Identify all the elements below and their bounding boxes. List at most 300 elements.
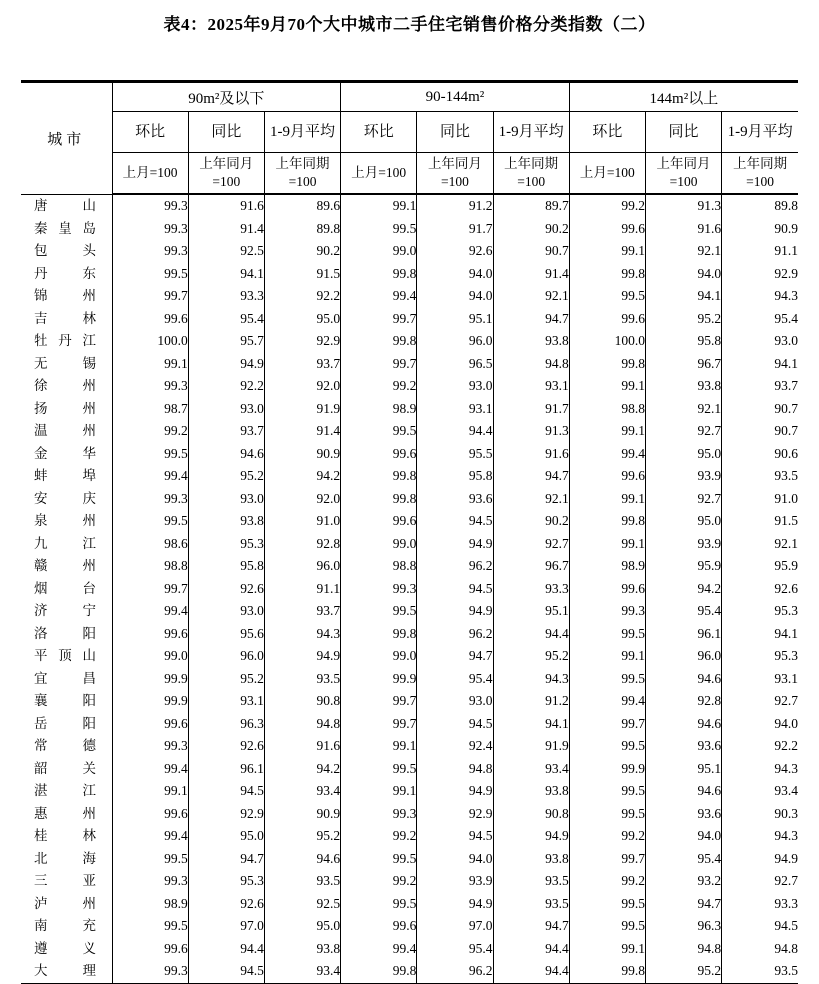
index-value: 94.1: [722, 623, 798, 646]
city-name-text: 秦皇岛: [34, 220, 96, 236]
table-row: [21, 330, 798, 353]
city-name-text: 洛阳: [34, 625, 96, 641]
index-value: 99.0: [341, 240, 417, 263]
index-value: 99.1: [569, 645, 645, 668]
city-name-text: 韶关: [34, 760, 96, 776]
table-row: [21, 960, 798, 984]
index-value: 99.8: [341, 960, 417, 984]
index-value: 94.7: [493, 465, 569, 488]
index-value: 92.1: [722, 533, 798, 556]
index-value: 94.1: [188, 263, 264, 286]
index-value: 99.9: [341, 668, 417, 691]
index-value: 95.4: [645, 848, 721, 871]
city-name-text: 牡丹江: [34, 333, 96, 348]
index-value: 99.2: [569, 870, 645, 893]
index-value: 95.8: [188, 555, 264, 578]
index-value: 94.5: [417, 713, 493, 736]
index-value: 95.3: [188, 533, 264, 556]
sub-header-avg: 1-9月平均: [264, 112, 340, 153]
sub-header-row: [21, 112, 798, 153]
index-value: 96.2: [417, 555, 493, 578]
index-value: 99.2: [569, 825, 645, 848]
index-value: 92.6: [188, 578, 264, 601]
index-value: 92.7: [493, 533, 569, 556]
index-value: 95.8: [417, 465, 493, 488]
index-value: 99.4: [569, 443, 645, 466]
city-name-text: 三亚: [34, 873, 96, 888]
index-value: 95.0: [645, 443, 721, 466]
index-value: 99.6: [112, 623, 188, 646]
city-name: [21, 758, 112, 781]
index-value: 99.1: [569, 375, 645, 398]
index-value: 96.5: [417, 353, 493, 376]
index-value: 94.5: [417, 825, 493, 848]
index-value: 93.8: [645, 375, 721, 398]
index-value: 94.7: [493, 308, 569, 331]
city-name-text: 无锡: [34, 355, 96, 371]
city-name-text: 北海: [34, 850, 96, 866]
index-value: 93.1: [188, 690, 264, 713]
index-value: 92.9: [188, 803, 264, 826]
index-value: 99.5: [112, 510, 188, 533]
index-value: 95.0: [264, 308, 340, 331]
index-value: 90.2: [493, 218, 569, 241]
index-value: 95.0: [645, 510, 721, 533]
city-name: [21, 398, 112, 421]
index-value: 93.5: [264, 870, 340, 893]
city-name: [21, 420, 112, 443]
index-value: 99.0: [341, 533, 417, 556]
index-value: 93.6: [645, 803, 721, 826]
index-value: 94.4: [493, 938, 569, 961]
index-value: 95.1: [417, 308, 493, 331]
index-value: 94.0: [417, 848, 493, 871]
city-name-text: 大理: [34, 963, 96, 978]
table-row: [21, 194, 798, 218]
city-name-text: 金华: [34, 445, 96, 461]
base-header-prev-month: 上月=100: [341, 153, 417, 195]
index-value: 93.8: [493, 780, 569, 803]
index-value: 94.5: [188, 780, 264, 803]
table-row: [21, 398, 798, 421]
index-value: 99.6: [569, 308, 645, 331]
index-value: 93.5: [722, 465, 798, 488]
index-value: 99.2: [341, 825, 417, 848]
index-value: 94.5: [417, 578, 493, 601]
index-value: 89.8: [722, 194, 798, 218]
index-value: 95.2: [493, 645, 569, 668]
page-title: 表4：2025年9月70个大中城市二手住宅销售价格分类指数（二）: [163, 15, 656, 34]
city-name: [21, 713, 112, 736]
index-value: 91.9: [264, 398, 340, 421]
index-value: 94.8: [645, 938, 721, 961]
city-name: [21, 848, 112, 871]
index-value: 96.0: [645, 645, 721, 668]
base-header-prev-month: 上月=100: [569, 153, 645, 195]
index-value: 94.6: [645, 780, 721, 803]
index-value: 96.2: [417, 623, 493, 646]
table-row: [21, 713, 798, 736]
index-value: 92.5: [188, 240, 264, 263]
index-value: 92.6: [417, 240, 493, 263]
index-value: 99.4: [341, 938, 417, 961]
city-name-text: 温州: [34, 423, 96, 438]
index-value: 99.7: [341, 713, 417, 736]
index-value: 92.5: [264, 893, 340, 916]
index-value: 99.6: [112, 803, 188, 826]
index-value: 91.1: [722, 240, 798, 263]
city-name: [21, 194, 112, 218]
index-value: 93.9: [417, 870, 493, 893]
index-value: 99.3: [112, 870, 188, 893]
index-value: 93.0: [417, 375, 493, 398]
city-name: [21, 465, 112, 488]
index-value: 98.8: [341, 555, 417, 578]
city-name: [21, 870, 112, 893]
index-value: 95.2: [645, 960, 721, 984]
index-value: 99.7: [569, 713, 645, 736]
index-value: 95.4: [417, 668, 493, 691]
city-name-text: 岳阳: [34, 715, 96, 731]
index-value: 91.0: [722, 488, 798, 511]
index-value: 93.5: [493, 870, 569, 893]
index-value: 99.9: [112, 690, 188, 713]
index-value: 99.3: [112, 194, 188, 218]
index-value: 93.8: [188, 510, 264, 533]
index-value: 99.5: [569, 780, 645, 803]
index-value: 92.9: [417, 803, 493, 826]
index-value: 92.7: [722, 870, 798, 893]
index-value: 92.6: [722, 578, 798, 601]
index-value: 94.9: [493, 825, 569, 848]
table-row: [21, 510, 798, 533]
index-value: 91.7: [417, 218, 493, 241]
sub-header-yoy: 同比: [645, 112, 721, 153]
index-value: 94.7: [645, 893, 721, 916]
index-value: 98.7: [112, 398, 188, 421]
index-value: 94.0: [722, 713, 798, 736]
index-value: 90.2: [493, 510, 569, 533]
index-value: 94.3: [264, 623, 340, 646]
index-value: 99.7: [341, 353, 417, 376]
index-value: 99.3: [112, 218, 188, 241]
table-row: [21, 735, 798, 758]
index-value: 91.6: [493, 443, 569, 466]
index-value: 99.9: [112, 668, 188, 691]
index-value: 99.5: [112, 915, 188, 938]
index-value: 93.1: [722, 668, 798, 691]
index-value: 92.0: [264, 375, 340, 398]
index-value: 91.4: [188, 218, 264, 241]
index-value: 91.4: [264, 420, 340, 443]
index-value: 93.8: [493, 848, 569, 871]
table-row: [21, 308, 798, 331]
index-value: 91.2: [493, 690, 569, 713]
index-value: 94.5: [188, 960, 264, 984]
sub-header-mom: 环比: [341, 112, 417, 153]
city-name-text: 赣州: [34, 558, 96, 573]
sub-header-avg: 1-9月平均: [493, 112, 569, 153]
table-row: [21, 803, 798, 826]
index-value: 99.5: [341, 893, 417, 916]
index-value: 95.1: [645, 758, 721, 781]
index-value: 99.2: [569, 194, 645, 218]
city-name: [21, 533, 112, 556]
city-name-text: 南充: [34, 918, 96, 933]
index-value: 95.3: [722, 645, 798, 668]
index-value: 93.1: [493, 375, 569, 398]
index-value: 94.9: [417, 533, 493, 556]
index-value: 91.6: [264, 735, 340, 758]
index-value: 99.8: [341, 623, 417, 646]
index-value: 93.5: [264, 668, 340, 691]
index-value: 92.2: [722, 735, 798, 758]
city-name: [21, 308, 112, 331]
index-value: 94.7: [417, 645, 493, 668]
index-value: 94.3: [493, 668, 569, 691]
index-value: 92.6: [188, 893, 264, 916]
index-value: 90.2: [264, 240, 340, 263]
index-value: 94.9: [722, 848, 798, 871]
index-value: 91.3: [645, 194, 721, 218]
city-name: [21, 735, 112, 758]
table-row: [21, 623, 798, 646]
index-value: 93.3: [722, 893, 798, 916]
base-header-same-period: 上年同期=100: [493, 153, 569, 195]
index-value: 99.3: [341, 803, 417, 826]
index-value: 92.9: [722, 263, 798, 286]
city-name-text: 常德: [34, 738, 96, 753]
index-value: 95.2: [188, 465, 264, 488]
index-value: 91.7: [493, 398, 569, 421]
index-value: 93.4: [493, 758, 569, 781]
table-row: [21, 420, 798, 443]
index-value: 90.9: [264, 443, 340, 466]
city-name-text: 唐山: [34, 197, 96, 213]
index-value: 99.5: [112, 848, 188, 871]
index-value: 94.6: [188, 443, 264, 466]
index-value: 99.7: [112, 578, 188, 601]
index-value: 99.5: [341, 600, 417, 623]
sub-header-yoy: 同比: [188, 112, 264, 153]
index-value: 93.3: [493, 578, 569, 601]
table-row: [21, 893, 798, 916]
table-row: [21, 488, 798, 511]
city-name-text: 济宁: [34, 603, 96, 618]
index-value: 89.7: [493, 194, 569, 218]
index-value: 90.9: [264, 803, 340, 826]
index-value: 93.7: [188, 420, 264, 443]
index-value: 99.5: [341, 218, 417, 241]
base-header-row: [21, 153, 798, 195]
index-value: 99.1: [112, 780, 188, 803]
index-value: 99.8: [341, 488, 417, 511]
index-value: 99.8: [341, 263, 417, 286]
table-row: [21, 218, 798, 241]
index-value: 99.5: [341, 758, 417, 781]
index-value: 96.0: [417, 330, 493, 353]
table-body: [21, 194, 798, 984]
index-value: 94.3: [722, 285, 798, 308]
city-name: [21, 893, 112, 916]
index-value: 93.9: [645, 533, 721, 556]
index-value: 99.1: [341, 780, 417, 803]
index-value: 94.4: [493, 960, 569, 984]
index-value: 95.4: [722, 308, 798, 331]
city-name: [21, 510, 112, 533]
city-name-text: 惠州: [34, 805, 96, 821]
index-value: 92.7: [722, 690, 798, 713]
index-value: 98.9: [341, 398, 417, 421]
index-value: 93.4: [264, 960, 340, 984]
index-value: 93.6: [645, 735, 721, 758]
index-value: 99.6: [569, 578, 645, 601]
city-column-header: 城市: [21, 82, 112, 195]
index-value: 99.8: [569, 353, 645, 376]
city-name: [21, 375, 112, 398]
index-value: 92.1: [493, 285, 569, 308]
index-value: 94.2: [264, 758, 340, 781]
index-value: 95.5: [417, 443, 493, 466]
index-value: 94.2: [264, 465, 340, 488]
city-name-text: 湛江: [34, 783, 96, 798]
index-value: 95.7: [188, 330, 264, 353]
index-value: 99.7: [569, 848, 645, 871]
city-name: [21, 645, 112, 668]
index-value: 93.1: [417, 398, 493, 421]
index-value: 94.0: [645, 825, 721, 848]
table-row: [21, 758, 798, 781]
index-value: 96.0: [264, 555, 340, 578]
index-value: 94.9: [264, 645, 340, 668]
base-header-same-month: 上年同月=100: [645, 153, 721, 195]
index-value: 99.5: [569, 285, 645, 308]
index-value: 91.6: [645, 218, 721, 241]
table-row: [21, 353, 798, 376]
index-value: 98.9: [112, 893, 188, 916]
index-value: 98.6: [112, 533, 188, 556]
city-name-text: 蚌埠: [34, 468, 96, 483]
city-name: [21, 623, 112, 646]
index-value: 99.8: [341, 330, 417, 353]
index-value: 94.4: [493, 623, 569, 646]
index-value: 93.8: [493, 330, 569, 353]
index-value: 99.1: [569, 533, 645, 556]
table-row: [21, 780, 798, 803]
index-value: 94.0: [417, 285, 493, 308]
index-value: 90.8: [264, 690, 340, 713]
index-value: 99.3: [341, 578, 417, 601]
city-name-text: 徐州: [34, 378, 96, 393]
table-row: [21, 848, 798, 871]
index-value: 99.6: [341, 443, 417, 466]
table-row: [21, 465, 798, 488]
index-value: 94.9: [188, 353, 264, 376]
city-name-text: 泉州: [34, 513, 96, 528]
sub-header-mom: 环比: [569, 112, 645, 153]
index-value: 91.5: [264, 263, 340, 286]
index-value: 91.6: [188, 194, 264, 218]
index-value: 93.5: [722, 960, 798, 984]
index-value: 90.6: [722, 443, 798, 466]
city-name: [21, 780, 112, 803]
index-value: 93.7: [264, 600, 340, 623]
index-value: 95.4: [417, 938, 493, 961]
index-value: 93.9: [645, 465, 721, 488]
index-value: 99.1: [569, 938, 645, 961]
index-value: 94.3: [722, 758, 798, 781]
city-name-text: 遵义: [34, 940, 96, 956]
index-value: 99.5: [341, 848, 417, 871]
city-name: [21, 690, 112, 713]
index-value: 99.3: [112, 240, 188, 263]
index-value: 99.6: [569, 218, 645, 241]
city-name-text: 宜昌: [34, 670, 96, 686]
index-value: 94.0: [417, 263, 493, 286]
index-value: 99.1: [341, 735, 417, 758]
table-row: [21, 915, 798, 938]
index-value: 93.5: [493, 893, 569, 916]
city-name: [21, 240, 112, 263]
table-row: [21, 870, 798, 893]
index-value: 95.2: [188, 668, 264, 691]
index-value: 99.9: [569, 758, 645, 781]
index-value: 94.8: [264, 713, 340, 736]
sub-header-avg: 1-9月平均: [722, 112, 798, 153]
index-value: 93.0: [722, 330, 798, 353]
city-name-text: 桂林: [34, 828, 96, 843]
index-value: 92.8: [264, 533, 340, 556]
index-value: 90.7: [722, 398, 798, 421]
index-value: 95.0: [188, 825, 264, 848]
table-row: [21, 690, 798, 713]
index-value: 92.1: [645, 398, 721, 421]
index-value: 92.1: [493, 488, 569, 511]
index-value: 99.1: [112, 353, 188, 376]
table-row: [21, 645, 798, 668]
index-value: 94.7: [188, 848, 264, 871]
index-value: 95.3: [188, 870, 264, 893]
city-name: [21, 353, 112, 376]
index-value: 99.8: [569, 510, 645, 533]
city-name-text: 锦州: [34, 288, 96, 303]
table-container: [21, 80, 798, 984]
index-value: 91.9: [493, 735, 569, 758]
base-header-same-period: 上年同期=100: [264, 153, 340, 195]
index-value: 99.3: [112, 375, 188, 398]
index-value: 99.3: [569, 600, 645, 623]
city-name-text: 烟台: [34, 580, 96, 596]
index-value: 96.3: [645, 915, 721, 938]
index-value: 92.8: [645, 690, 721, 713]
index-value: 96.1: [188, 758, 264, 781]
index-value: 99.4: [341, 285, 417, 308]
index-value: 100.0: [569, 330, 645, 353]
index-value: 94.3: [722, 825, 798, 848]
index-value: 99.0: [112, 645, 188, 668]
index-value: 94.6: [264, 848, 340, 871]
index-value: 89.6: [264, 194, 340, 218]
index-value: 95.1: [493, 600, 569, 623]
index-value: 95.0: [264, 915, 340, 938]
index-value: 99.4: [569, 690, 645, 713]
index-value: 98.9: [569, 555, 645, 578]
table-row: [21, 375, 798, 398]
index-value: 93.7: [264, 353, 340, 376]
index-value: 94.8: [493, 353, 569, 376]
index-value: 89.8: [264, 218, 340, 241]
index-value: 94.0: [645, 263, 721, 286]
